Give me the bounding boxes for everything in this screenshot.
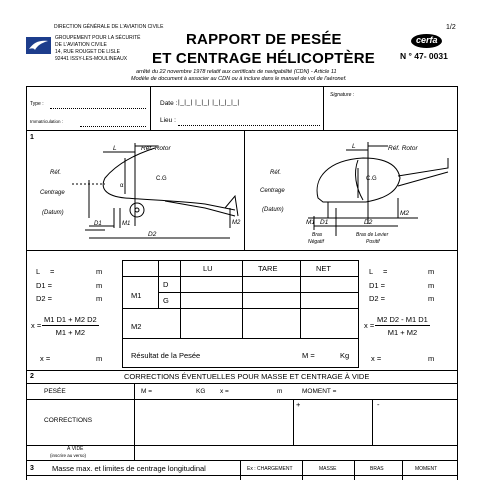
ref-rotor-label-left: Réf. Rotor	[141, 145, 171, 152]
left-formula	[42, 315, 99, 337]
helicopter-diagram-left	[30, 138, 242, 248]
datum-label-left: (Datum)	[42, 210, 64, 216]
date-label: Date :	[160, 100, 178, 107]
d2-label-left: D2	[148, 231, 157, 238]
ref-rotor-label-right: Réf. Rotor	[388, 145, 418, 152]
right-formula-x: x =	[364, 321, 375, 330]
m1-label-left: M1	[122, 221, 131, 227]
positif-label: Positif	[366, 239, 380, 245]
a-vide-label: À VIDE	[67, 446, 84, 452]
diagram-divider	[244, 130, 245, 250]
corrections-field[interactable]	[136, 401, 291, 443]
cabin-outline	[317, 158, 400, 202]
org-line-2: DE L'AVIATION CIVILE	[55, 42, 107, 48]
left-l-label: L	[36, 267, 41, 276]
frame-left	[26, 86, 27, 480]
col-chargement: Ex : CHARGEMENT	[247, 466, 293, 472]
decree-line-1: arrêté du 22 novembre 1978 relatif aux certificats de navigabilité (CDN) - Article 11	[136, 69, 337, 75]
id-divider-1	[150, 86, 151, 130]
date-field[interactable]: |_|_| |_|_| |_|_|_|_|	[178, 99, 240, 106]
section-1-number: 1	[30, 134, 34, 141]
datum-label-right: (Datum)	[262, 207, 284, 213]
m1-label-right: M1	[306, 219, 316, 226]
helicopter-diagram-right	[248, 138, 454, 248]
bras-levier-label: Bras de Levier	[356, 232, 389, 238]
signature-label: Signature :	[330, 92, 355, 98]
left-formula-x: x =	[31, 321, 42, 330]
right-l-unit: m	[428, 267, 435, 276]
row-m2: M2	[131, 322, 142, 331]
col-bras: BRAS	[370, 466, 384, 472]
pesee-m-label: M =	[141, 388, 153, 395]
right-formula	[375, 315, 430, 337]
right-d2-label: D2 =	[369, 294, 386, 303]
left-d2-label: D2 =	[36, 294, 53, 303]
col-tare: TARE	[258, 264, 278, 273]
section-3-divider-0	[240, 460, 241, 480]
type-label: Type :	[30, 101, 44, 107]
left-formula-den: M1 + M2	[55, 328, 86, 337]
pesee-label: PESÉE	[44, 388, 66, 395]
centrage-label-right: Centrage	[260, 188, 285, 194]
decree-line-2: Modèle de document à associer au CDN ou à inclure dans le manuel de vol de l'aéronef.	[131, 76, 347, 82]
wheel	[130, 203, 144, 217]
cg-label-right: C.G	[366, 176, 377, 182]
org-line-3: 14, RUE ROUGET DE LISLE	[55, 49, 120, 55]
d1-label-right: D1	[320, 219, 329, 226]
org-line-4: 92441 ISSY-LES-MOULINEAUX	[55, 56, 128, 62]
id-bottom-line	[26, 130, 457, 131]
ref-label-right: Réf.	[270, 170, 282, 176]
bras-label: Bras	[312, 232, 323, 238]
section-3-title: Masse max. et limites de centrage longitudinal	[52, 464, 206, 473]
section-2-bottom-line	[26, 460, 457, 461]
right-l-eq: =	[383, 267, 388, 276]
right-formula-num: M2 D2 - M1 D1	[377, 315, 428, 324]
frame-right	[457, 86, 458, 480]
minus-sign: -	[377, 400, 380, 409]
row-m1: M1	[131, 291, 142, 300]
plus-minus-divider-2	[372, 399, 373, 445]
left-d2-unit: m	[96, 294, 103, 303]
row-d: D	[163, 280, 169, 289]
lieu-field[interactable]	[178, 125, 320, 126]
section-1-mid-line	[26, 250, 457, 251]
cg-label-left: C.G	[156, 176, 167, 182]
dgac-logo	[26, 37, 51, 54]
type-field[interactable]	[50, 108, 146, 109]
right-x-unit: m	[428, 354, 435, 363]
bird-icon	[26, 37, 51, 54]
lieu-label: Lieu :	[160, 117, 176, 124]
l-label-right: L	[352, 143, 356, 150]
frame-top	[26, 86, 457, 87]
title-line-1: RAPPORT DE PESÉE	[186, 31, 342, 48]
right-formula-den: M1 + M2	[387, 328, 418, 337]
cerfa-text: cerfa	[416, 35, 438, 45]
moment-label: MOMENT =	[302, 388, 337, 395]
resultat-label: Résultat de la Pesée	[131, 351, 201, 360]
resultat-kg: Kg	[340, 351, 350, 360]
section-2-col-divider	[134, 383, 135, 460]
section-3-divider-1	[302, 460, 303, 480]
section-3-header-line	[26, 475, 457, 476]
right-d1-unit: m	[428, 281, 435, 290]
fuselage-outline	[103, 148, 235, 210]
section-2-title: CORRECTIONS ÉVENTUELLES POUR MASSE ET CENTRAGE À VIDE	[124, 372, 370, 381]
d1-label-left: D1	[94, 221, 102, 227]
right-l-label: L	[369, 267, 374, 276]
corrections-label: CORRECTIONS	[44, 417, 93, 424]
title-line-2: ET CENTRAGE HÉLICOPTÈRE	[152, 50, 375, 67]
m2-label-right: M2	[400, 210, 410, 217]
section-2-number: 2	[30, 373, 34, 380]
left-d1-label: D1 =	[36, 281, 53, 290]
corrections-bottom-line	[26, 445, 457, 446]
pesee-x-label: x =	[220, 388, 229, 395]
weighing-table	[122, 260, 359, 368]
section-2-title-line	[26, 383, 457, 384]
signature-field[interactable]	[326, 90, 455, 128]
section-3-number: 3	[30, 465, 34, 472]
org-top: DIRECTION GÉNÉRALE DE L'AVIATION CIVILE	[54, 24, 164, 30]
plus-sign: +	[296, 400, 301, 409]
alpha-label-left: α	[120, 183, 124, 189]
l-label-left: L	[113, 145, 117, 152]
negatif-label: Négatif	[308, 239, 324, 245]
centrage-label-left: Centrage	[40, 190, 65, 196]
section-3-divider-2	[354, 460, 355, 480]
cerfa-logo	[411, 34, 442, 48]
col-lu: LU	[203, 264, 213, 273]
left-x-label: x =	[40, 354, 51, 363]
immat-field[interactable]	[80, 126, 146, 127]
section-1-bottom-line	[26, 370, 457, 371]
left-l-unit: m	[96, 267, 103, 276]
row-g: G	[163, 296, 169, 305]
right-d1-label: D1 =	[369, 281, 386, 290]
section-3-divider-3	[402, 460, 403, 480]
col-moment: MOMENT	[415, 466, 438, 472]
left-x-unit: m	[96, 354, 103, 363]
left-d1-unit: m	[96, 281, 103, 290]
a-vide-sub-label: (inscrire au verso)	[50, 453, 87, 458]
m2-label-left: M2	[232, 220, 241, 226]
right-d2-unit: m	[428, 294, 435, 303]
left-formula-num: M1 D1 + M2 D2	[44, 315, 97, 324]
plus-minus-divider-1	[293, 399, 294, 445]
page-number: 1/2	[446, 24, 456, 31]
right-x-label: x =	[371, 354, 382, 363]
pesee-m-unit: m	[277, 388, 283, 395]
org-line-1: GROUPEMENT POUR LA SÉCURITÉ	[55, 35, 141, 41]
d2-label-right: D2	[364, 219, 373, 226]
ref-label-left: Réf.	[50, 170, 62, 176]
immat-label: Immatriculation :	[30, 119, 64, 124]
resultat-m-label: M =	[302, 351, 315, 360]
form-number: N ° 47- 0031	[400, 51, 448, 61]
id-divider-2	[323, 86, 324, 130]
col-masse: MASSE	[319, 466, 337, 472]
pesee-bottom-line	[26, 399, 457, 400]
left-l-eq: =	[50, 267, 55, 276]
col-net: NET	[316, 264, 331, 273]
pesee-kg: KG	[196, 388, 206, 395]
